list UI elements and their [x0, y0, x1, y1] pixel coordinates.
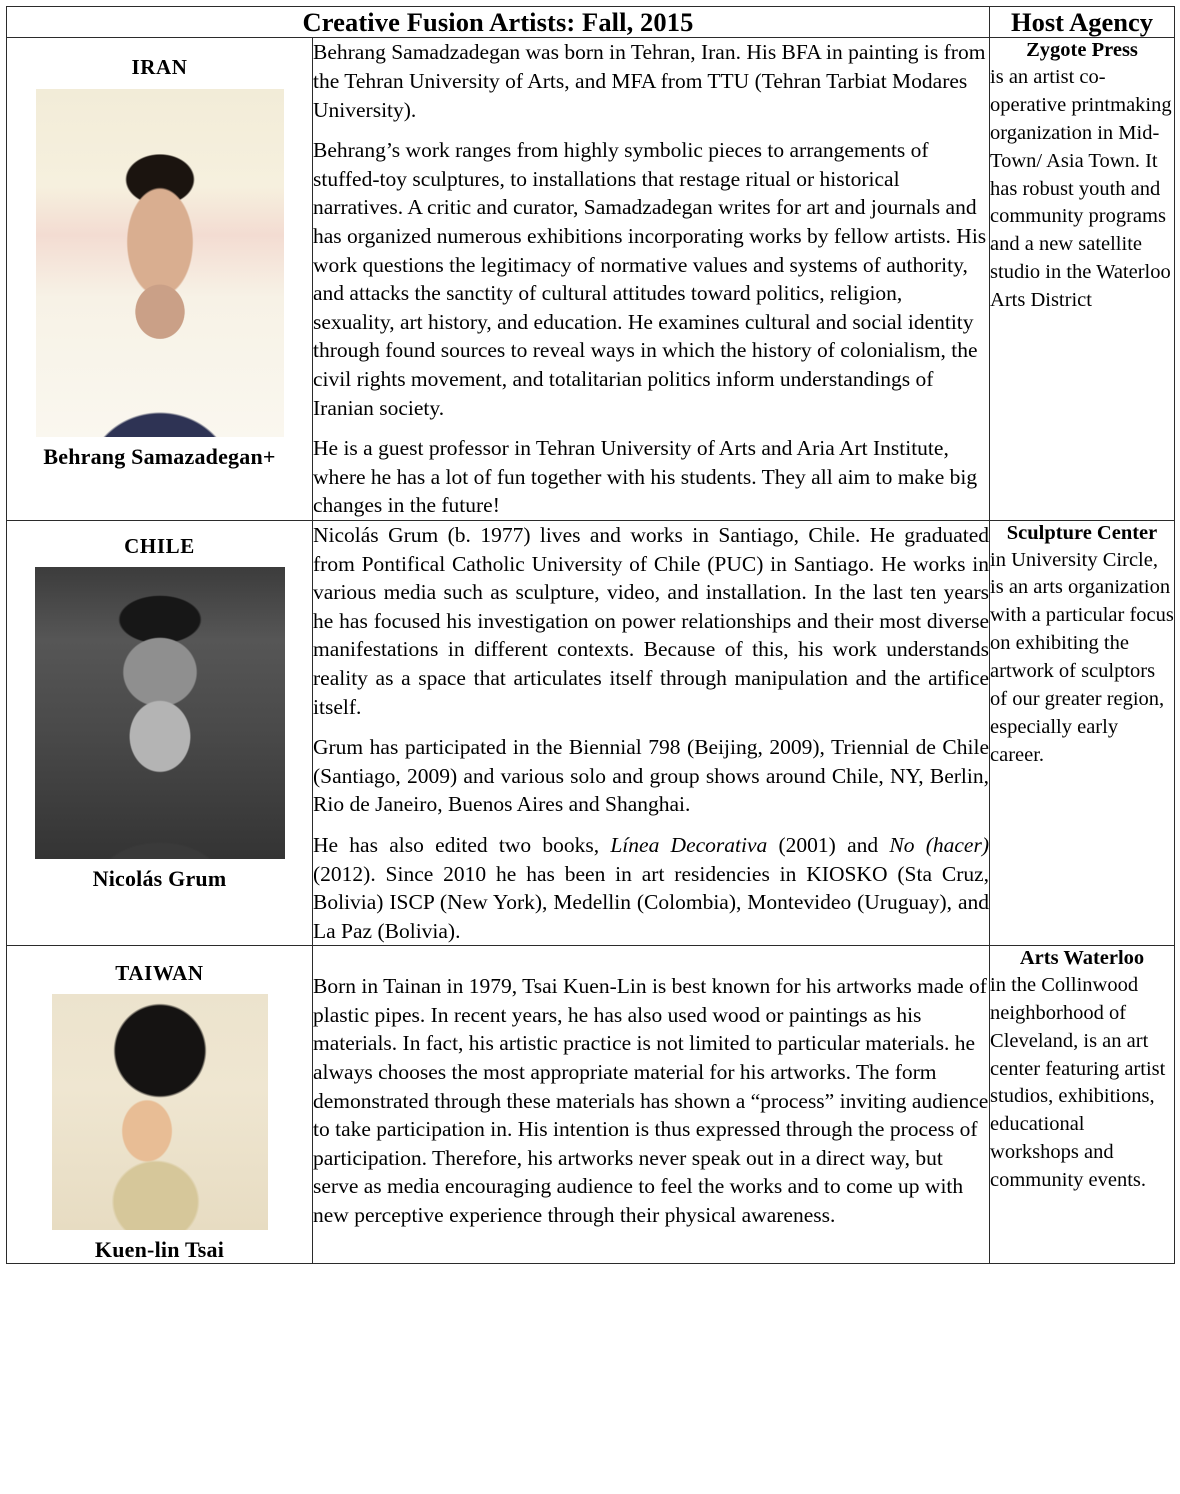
bio-paragraph: Behrang’s work ranges from highly symbolic pieces to arrangements of stuffed-toy sculptures, to installations that restage ritual or historical narratives. A critic and curator, Samadzadegan writes for art and journals and has organized numerous exhibitions incorporating works by fellow artists. His work questions the legitimacy of normative values and systems of authority, and attacks the sanctity of cultural attitudes toward politics, religion, sexuality, art history, and education. He examines cultural and social identity through found sources to reveal ways in which the history of colonialism, the civil rights movement, and totalitarian politics inform understandings of Iranian society.: [313, 138, 987, 420]
host-agency-column-header: Host Agency: [990, 7, 1175, 38]
host-agency-description: is an artist co-operative printmaking organization in Mid-Town/ Asia Town. It has robust youth and community programs and a new satellite studio in the Waterloo Arts District: [990, 66, 1172, 312]
host-agency-name: Arts Waterloo: [1019, 947, 1145, 970]
header-row: [7, 7, 1175, 38]
country-label: CHILE: [124, 533, 195, 558]
bio-paragraph: Nicolás Grum (b. 1977) lives and works in Santiago, Chile. He graduated from Pontifical Catholic University of Chile (PUC) in Santiago. He works in various media such as sculpture, video, and installation. In the last ten years he has focused his investigation on power relationships and their most diverse manifestations in different contexts. Because of this, his work understands reality as a space that articulates itself through manipulation and the artifice itself.: [313, 522, 990, 719]
host-agency-name: Zygote Press: [1026, 39, 1138, 62]
creative-fusion-artists-table: [6, 6, 1175, 1264]
host-agency-cell-zygote-press: [990, 38, 1175, 521]
bio-paragraph: He is a guest professor in Tehran University of Arts and Aria Art Institute, where he has a lot of fun together with his students. They all aim to make big changes in the future!: [313, 436, 978, 518]
table-row: [7, 520, 1175, 945]
bio-paragraph: Grum has participated in the Biennial 798 (Beijing, 2009), Triennial de Chile (Santiago, 2009) and various solo and group shows around Chile, NY, Berlin, Rio de Janeiro, Buenos Aires and Shanghai.: [313, 735, 990, 817]
host-agency-description: in University Circle, is an arts organization with a particular focus on exhibiting the artwork of sculptors of our greater region, especially early career.: [990, 548, 1174, 766]
book-title-linea-decorativa: Línea Decorativa: [610, 832, 768, 857]
bio-text-lead: He has also edited two books,: [313, 832, 611, 857]
country-label: TAIWAN: [115, 961, 204, 986]
artist-bio-cell-chile: [313, 520, 990, 945]
kuen-lin-tsai-portrait: [52, 994, 268, 1230]
bio-paragraph: Behrang Samadzadegan was born in Tehran, Iran. His BFA in painting is from the Tehran University of Arts, and MFA from TTU (Tehran Tarbiat Modares University).: [313, 40, 986, 122]
host-agency-description: in the Collinwood neighborhood of Cleveland, is an art center featuring artist studios, exhibitions, educational workshops and community events.: [990, 973, 1166, 1191]
country-photo-cell-taiwan: [7, 946, 313, 1263]
book-title-no-hacer: No (hacer): [889, 832, 989, 857]
country-label: IRAN: [131, 55, 188, 80]
host-agency-cell-arts-waterloo: [990, 946, 1175, 1263]
table-row: [7, 38, 1175, 521]
bio-paragraph-with-book-titles: [313, 831, 989, 945]
table-title: Creative Fusion Artists: Fall, 2015: [7, 7, 990, 38]
country-photo-cell-iran: [7, 38, 313, 521]
bio-text-mid: (2001) and: [767, 832, 890, 857]
country-photo-cell-chile: [7, 520, 313, 945]
bio-text-tail: (2012). Since 2010 he has been in art residencies in KIOSKO (Sta Cruz, Bolivia) ISCP (New York), Medellin (Colombia), Montevideo (Uruguay), and La Paz (Bolivia).: [313, 861, 990, 943]
table-header: [7, 7, 1175, 38]
artist-name: Kuen-lin Tsai: [94, 1237, 225, 1263]
nicolas-grum-portrait: [35, 567, 285, 859]
artist-name: Behrang Samazadegan+: [43, 443, 276, 469]
behrang-samazadegan-portrait: [36, 89, 284, 437]
artist-bio-cell-taiwan: [313, 946, 990, 1263]
table-row: [7, 946, 1175, 1263]
bio-paragraph: Born in Tainan in 1979, Tsai Kuen-Lin is best known for his artworks made of plastic pipes. In recent years, he has also used wood or paintings as his materials. In fact, his artistic practice is not limited to particular materials. he always chooses the most appropriate material for his artworks. The form demonstrated through these materials has shown a “process” inviting audience to take participation in. His intention is thus expressed through the process of participation. Therefore, his artworks never speak out in a direct way, but serve as media encouraging audience to feel the works and to come up with new perceptive experience through their physical awareness.: [313, 974, 989, 1228]
document-page: [0, 6, 1180, 1494]
artist-name: Nicolás Grum: [92, 866, 227, 892]
artist-bio-cell-iran: [313, 38, 990, 521]
table-body: [7, 38, 1175, 1263]
host-agency-cell-sculpture-center: [990, 520, 1175, 945]
host-agency-name: Sculpture Center: [1006, 521, 1158, 544]
